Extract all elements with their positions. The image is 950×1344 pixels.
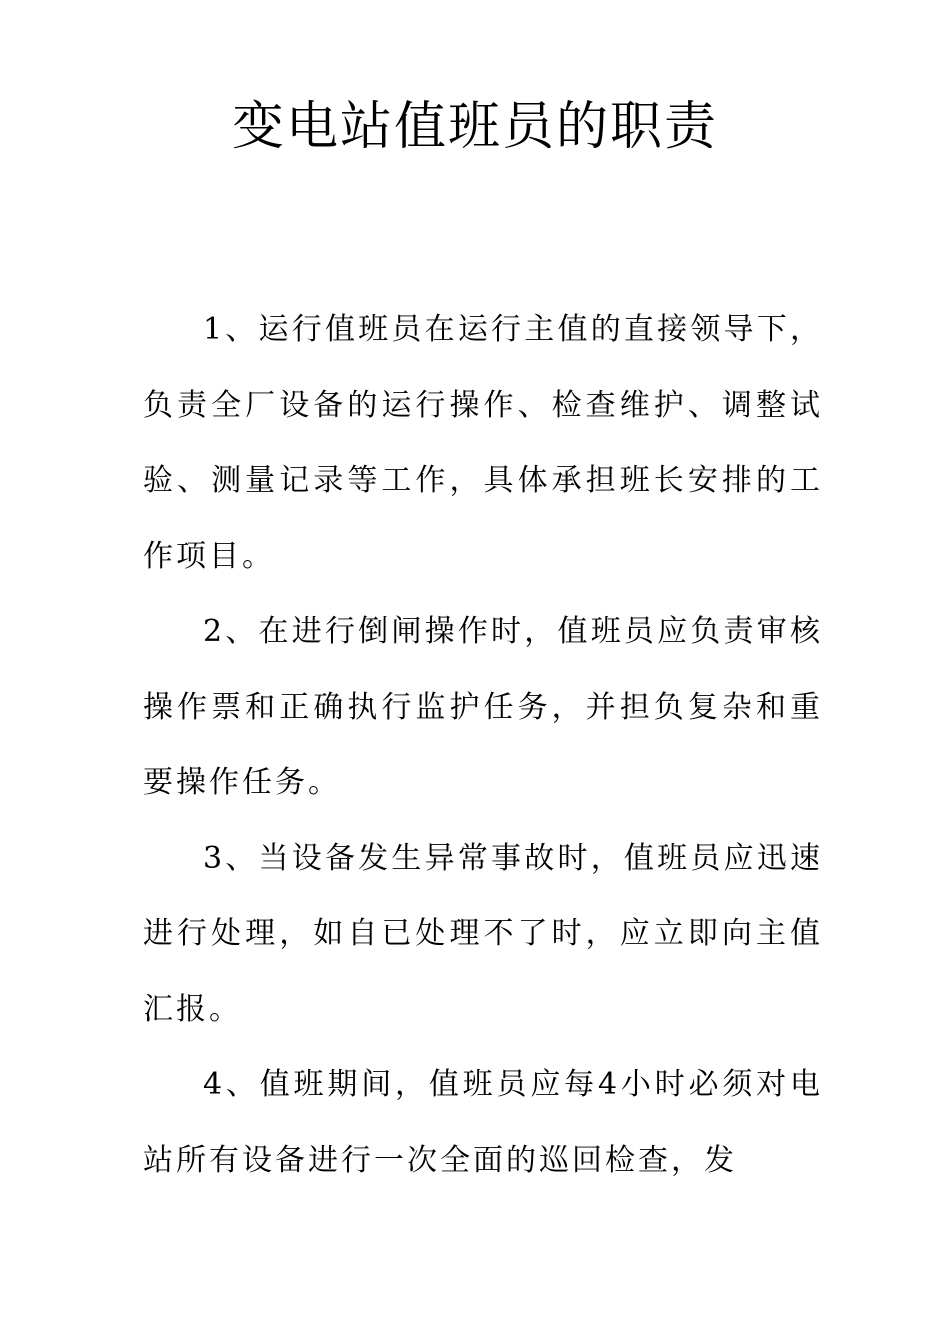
document-body bbox=[143, 292, 823, 1198]
page-title: 变电站值班员的职责 bbox=[231, 97, 718, 157]
paragraph-2: 2、在进行倒闸操作时，值班员应负责审核操作票和正确执行监护任务，并担负复杂和重要操作任务。 bbox=[143, 614, 823, 800]
paragraph-4: 4、值班期间，值班员应每4小时必须对电站所有设备进行一次全面的巡回检查，发 bbox=[143, 1067, 823, 1178]
paragraph-1: 1、运行值班员在运行主值的直接领导下，负责全厂设备的运行操作、检查维护、调整试验、测量记录等工作，具体承担班长安排的工作项目。 bbox=[143, 312, 823, 574]
paragraph-3: 3、当设备发生异常事故时，值班员应迅速进行处理，如自已处理不了时，应立即向主值汇报。 bbox=[143, 840, 823, 1027]
